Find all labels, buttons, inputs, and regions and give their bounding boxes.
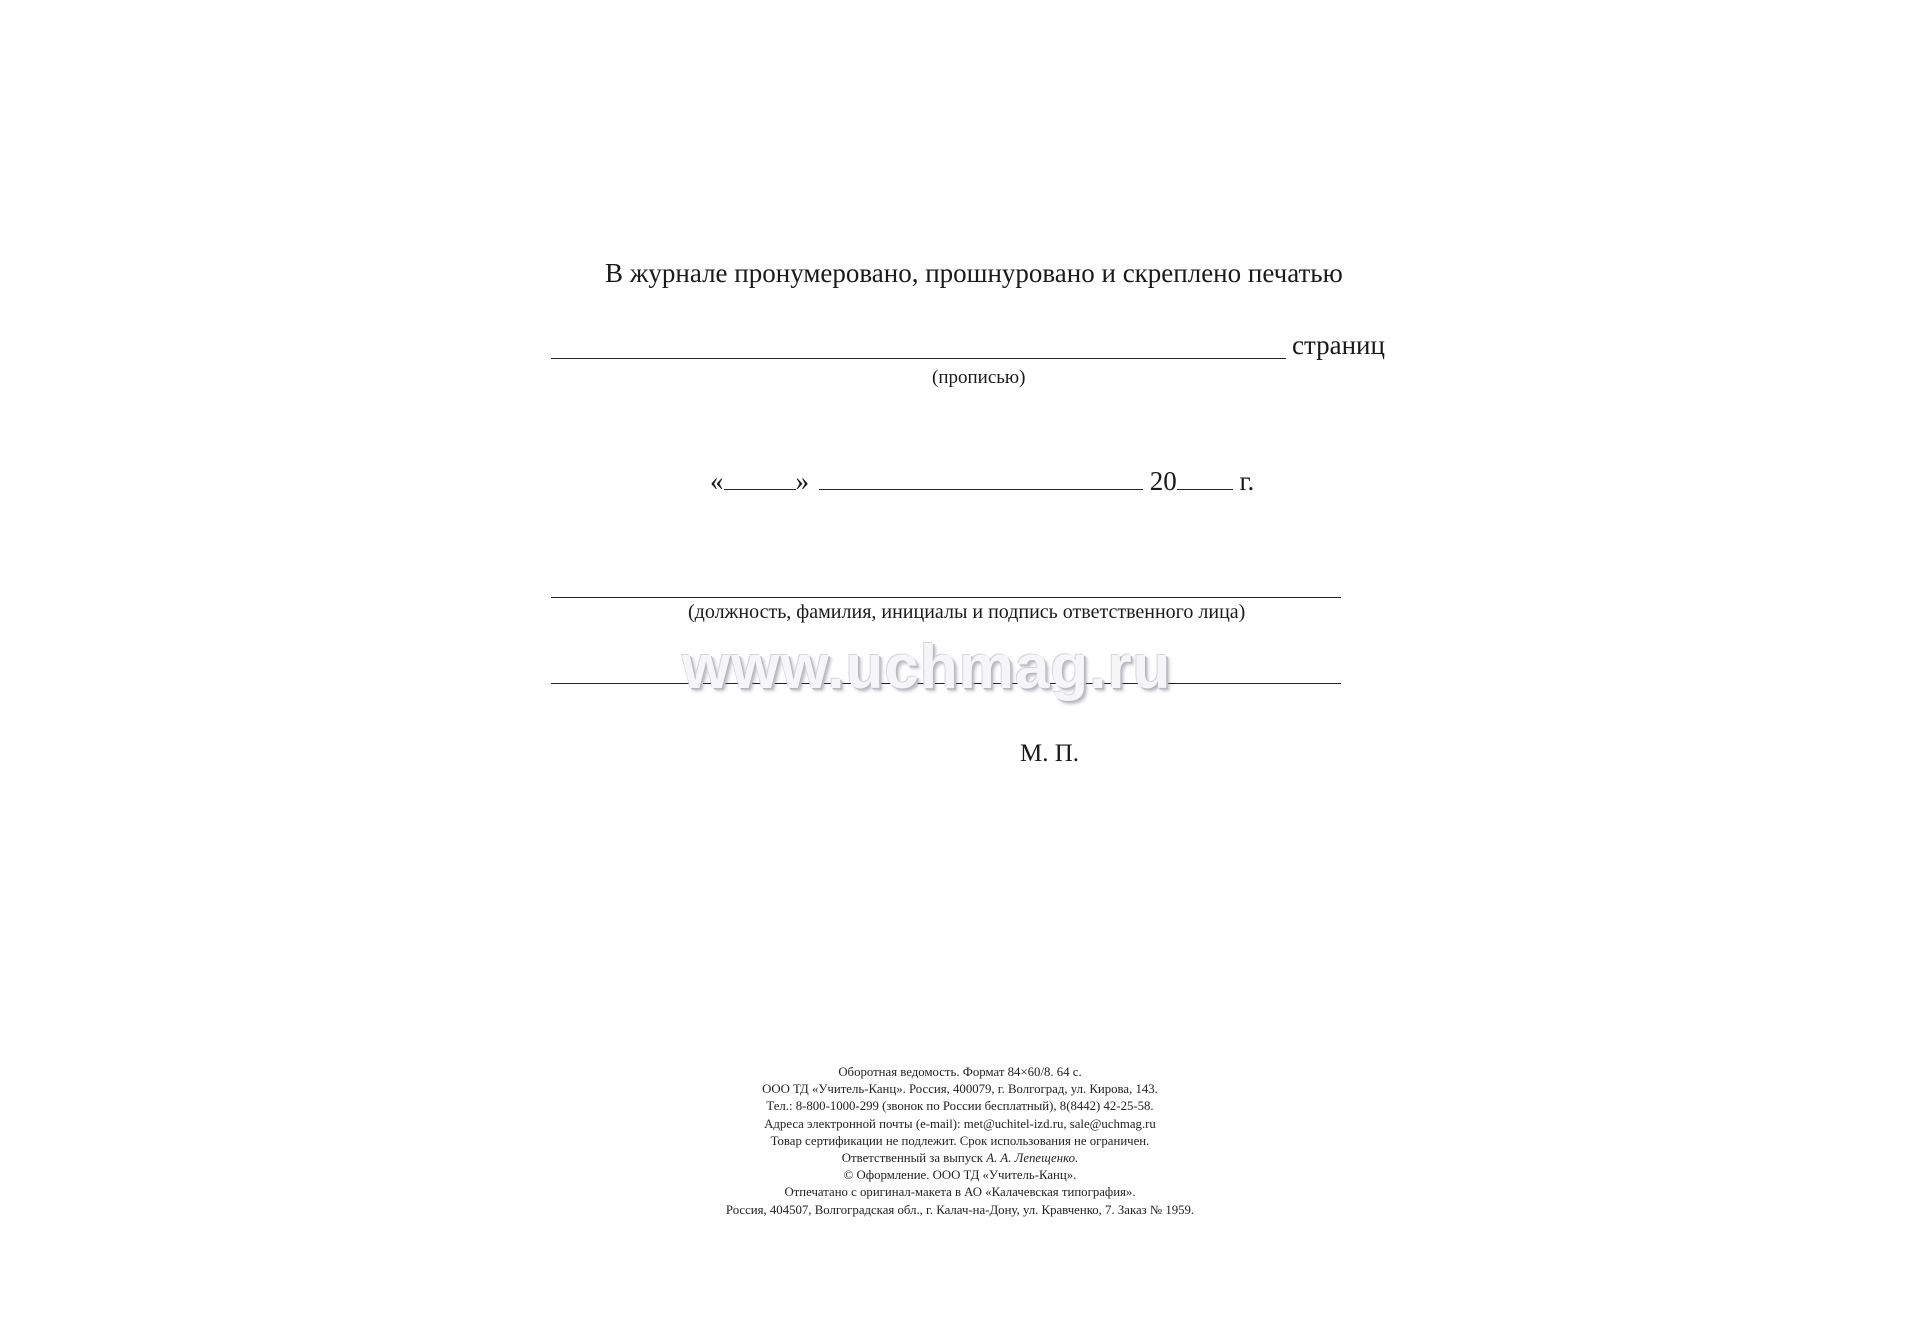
imprint-line: ООО ТД «Учитель-Канц». Россия, 400079, г. Волгоград, ул. Кирова, 143. [762, 1082, 1158, 1097]
imprint-line: © Оформление. ООО ТД «Учитель-Канц». [843, 1168, 1077, 1183]
date-day-blank [724, 469, 796, 490]
imprint-line: Россия, 404507, Волгоградская обл., г. Калач-на-Дону, ул. Кравченко, 7. Заказ № 1959. [725, 1202, 1195, 1217]
imprint-line: Тел.: 8-800-1000-299 (звонок по России бесплатный), 8(8442) 42-25-58. [766, 1099, 1154, 1114]
signature-blank-line [551, 597, 1341, 598]
watermark: www.uchmag.ru [682, 633, 1172, 702]
imprint-line-responsible [560, 1150, 1360, 1167]
pages-count-blank-line [551, 358, 1286, 359]
date-year-suffix: г. [1239, 466, 1255, 496]
date-year-prefix: 20 [1149, 466, 1177, 496]
imprint-line: Товар сертификации не подлежит. Срок использования не ограничен. [770, 1133, 1150, 1148]
date-close-quote: » [795, 466, 809, 496]
date-open-quote: « [710, 466, 724, 496]
imprint-responsible-label: Ответственный за выпуск [841, 1151, 984, 1166]
imprint-responsible-name: А. А. Лепещенко. [986, 1151, 1079, 1166]
date-month-blank [819, 469, 1143, 490]
imprint-line: Оборотная ведомость. Формат 84×60/8. 64 с. [838, 1065, 1082, 1079]
date-row [710, 466, 1254, 497]
imprint-line: Отпечатано с оригинал-макета в АО «Калачевская типография». [784, 1185, 1136, 1200]
page-heading: В журнале пронумеровано, прошнуровано и скреплено печатью [605, 258, 1343, 288]
date-year-blank [1177, 469, 1233, 490]
stamp-place-mark: М. П. [1020, 740, 1080, 767]
pages-word: страниц [1292, 330, 1385, 360]
imprint-line: Адреса электронной почты (e-mail): met@uchitel-izd.ru, sale@uchmag.ru [764, 1116, 1156, 1131]
imprint-block [560, 1064, 1360, 1219]
signature-hint: (должность, фамилия, инициалы и подпись ответственного лица) [688, 601, 1246, 623]
pages-hint: (прописью) [932, 367, 1026, 388]
